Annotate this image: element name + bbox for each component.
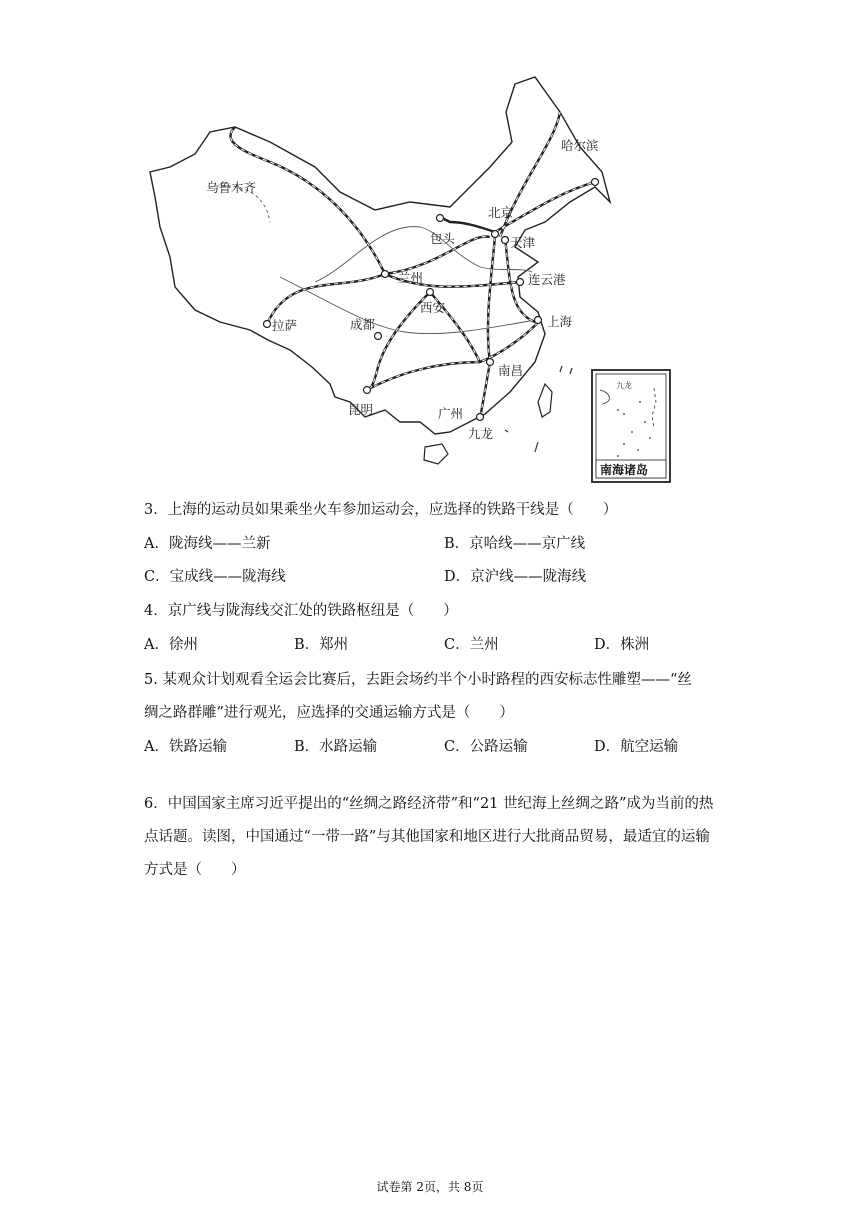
inset-title: 南海诸岛 bbox=[600, 463, 649, 477]
city-label-harbin: 哈尔滨 bbox=[561, 138, 599, 153]
city-label-lianyungang: 连云港 bbox=[528, 272, 566, 287]
taiwan-island bbox=[538, 384, 552, 417]
question-6-text: 6．中国国家主席习近平提出的“丝绸之路经济带”和“21 世纪海上丝绸之路”成为当前的热点话题。读图，中国通过“一带一路”与其他国家和地区进行大批商品贸易，最适宜的运输方式是（ ） bbox=[144, 796, 714, 878]
hainan-island bbox=[424, 444, 448, 464]
question-3-text: 3．上海的运动员如果乘坐火车参加运动会，应选择的铁路干线是（ ） bbox=[144, 502, 618, 518]
q5-option-d[interactable]: D．航空运输 bbox=[594, 739, 679, 755]
city-label-lhasa: 拉萨 bbox=[272, 318, 298, 333]
city-label-guangzhou: 广州 bbox=[438, 406, 464, 421]
south-china-sea-inset bbox=[592, 370, 670, 482]
q3-option-c[interactable]: C．宝成线——陇海线 bbox=[144, 569, 286, 585]
city-label-lanzhou: 兰州 bbox=[398, 270, 424, 285]
city-label-chengdu: 成都 bbox=[350, 317, 376, 332]
city-label-xian: 西安 bbox=[420, 300, 446, 315]
city-label-shanghai: 上海 bbox=[547, 314, 573, 329]
question-5-line-2: 绸之路群雕”进行观光，应选择的交通运输方式是（ ） bbox=[144, 705, 514, 721]
city-label-nanchang: 南昌 bbox=[498, 363, 524, 378]
city-label-kunming: 昆明 bbox=[348, 402, 374, 417]
page-footer: 试卷第 2页，共 8页 bbox=[376, 1180, 484, 1194]
railway-lines bbox=[230, 112, 595, 420]
city-label-urumqi: 乌鲁木齐 bbox=[206, 180, 257, 195]
q3-option-d[interactable]: D．京沪线——陇海线 bbox=[444, 569, 587, 585]
q3-option-a[interactable]: A．陇海线——兰新 bbox=[144, 536, 271, 552]
railway-map bbox=[140, 72, 680, 492]
coast-dashes bbox=[505, 366, 572, 452]
city-label-jiulong: 九龙 bbox=[468, 426, 494, 441]
q4-option-a[interactable]: A．徐州 bbox=[144, 637, 198, 653]
q4-option-d[interactable]: D．株洲 bbox=[594, 637, 650, 653]
question-5-line-1: 5. 某观众计划观看全运会比赛后，去距会场约半个小时路程的西安标志性雕塑——“丝 bbox=[144, 672, 692, 688]
inset-jiulong-label: 九龙 bbox=[616, 381, 632, 390]
q5-option-b[interactable]: B．水路运输 bbox=[294, 739, 378, 755]
question-4-text: 4．京广线与陇海线交汇处的铁路枢纽是（ ） bbox=[144, 603, 458, 619]
city-label-beijing: 北京 bbox=[488, 205, 514, 220]
q4-option-c[interactable]: C．兰州 bbox=[444, 637, 499, 653]
q5-option-c[interactable]: C．公路运输 bbox=[444, 739, 528, 755]
q4-option-b[interactable]: B．郑州 bbox=[294, 637, 349, 653]
q5-option-a[interactable]: A．铁路运输 bbox=[144, 739, 227, 755]
yellow-river bbox=[315, 227, 532, 282]
city-label-tianjin: 天津 bbox=[510, 235, 536, 250]
city-label-baotou: 包头 bbox=[430, 231, 456, 246]
china-outline bbox=[150, 77, 610, 434]
q3-option-b[interactable]: B．京哈线——京广线 bbox=[444, 536, 586, 552]
